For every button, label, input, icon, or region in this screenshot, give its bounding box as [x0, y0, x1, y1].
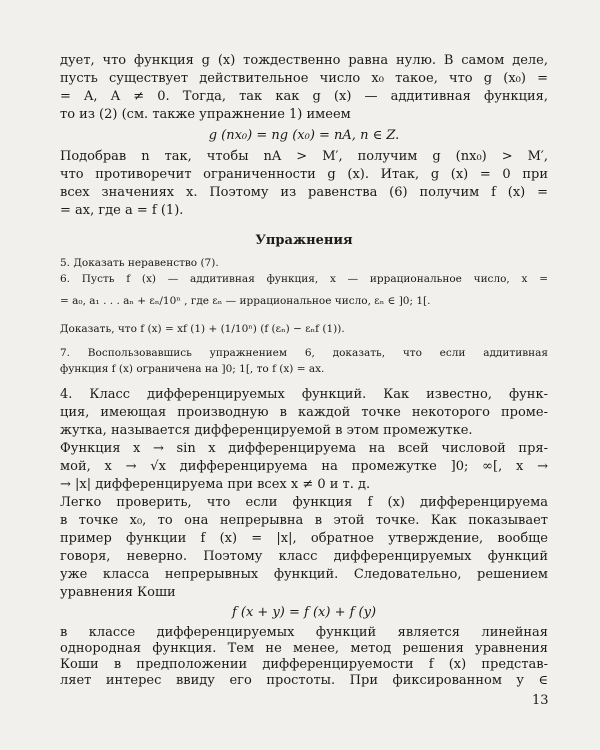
text-line: → |x| дифференцируема при всех x ≠ 0 и т. д.	[60, 477, 371, 492]
text-line: однородная функция. Тем не менее, метод решения уравнения	[60, 641, 548, 656]
text-line: пусть существует действительное число x₀ такое, что g (x₀) =	[60, 71, 548, 86]
text-line: Коши в предположении дифференцируемости f (x) представ-	[60, 657, 548, 672]
exercise-line: 7. Воспользовавшись упражнением 6, доказать, что если аддитивная	[60, 347, 548, 359]
text-line: дует, что функция g (x) тождественно равна нулю. В самом деле,	[60, 53, 548, 68]
equation-1: g (nx₀) = ng (x₀) = nA, n ∈ Z.	[208, 128, 400, 143]
text-line: уравнения Коши	[60, 585, 176, 600]
text-line: говоря, неверно. Поэтому класс дифференцируемых функций	[60, 549, 548, 564]
text-line: = ax, где a = f (1).	[60, 203, 184, 218]
exercise-line: 5. Доказать неравенство (7).	[60, 257, 219, 269]
exercise-line: 6. Пусть f (x) — аддитивная функция, x — иррациональное число, x =	[60, 273, 548, 285]
text-line: ляет интерес ввиду его простоты. При фиксированном y ∈	[60, 673, 548, 688]
exercise-line: Доказать, что f (x) = xf (1) + (1/10ⁿ) (f (εₙ) − εₙf (1)).	[60, 323, 345, 335]
text-line: уже класса непрерывных функций. Следовательно, решением	[60, 567, 548, 582]
text-line: пример функции f (x) = |x|, обратное утверждение, вообще	[60, 531, 548, 546]
text-line: Подобрав n так, чтобы nA > M′, получим g (nx₀) > M′,	[60, 149, 548, 164]
exercises-heading: Упражнения	[255, 233, 353, 248]
text-line: ция, имеющая производную в каждой точке некоторого проме-	[60, 405, 548, 420]
exercise-line: = a₀, a₁ . . . aₙ + εₙ/10ⁿ , где εₙ — иррациональное число, εₙ ∈ ]0; 1[.	[60, 295, 431, 307]
text-line: жутка, называется дифференцируемой в этом промежутке.	[60, 423, 473, 438]
equation-cauchy: f (x + y) = f (x) + f (y)	[231, 605, 377, 620]
text-line: всех значениях x. Поэтому из равенства (6) получим f (x) =	[60, 185, 548, 200]
text-line: Легко проверить, что если функция f (x) дифференцируема	[60, 495, 548, 510]
text-line: что противоречит ограниченности g (x). Итак, g (x) = 0 при	[60, 167, 548, 182]
page-number: 13	[532, 693, 549, 708]
text-line: то из (2) (см. также упражнение 1) имеем	[60, 107, 351, 122]
text-line: Функция x → sin x дифференцируема на всей числовой пря-	[60, 441, 548, 456]
text-line: = A, A ≠ 0. Тогда, так как g (x) — аддитивная функция,	[60, 89, 548, 104]
section-4-title-line: 4. Класс дифференцируемых функций. Как известно, функ-	[60, 387, 548, 402]
text-line: в классе дифференцируемых функций является линейная	[60, 625, 548, 640]
text-line: мой, x → √x дифференцируема на промежутке ]0; ∞[, x →	[60, 459, 548, 474]
exercise-line: функция f (x) ограничена на ]0; 1[, то f (x) = ax.	[60, 363, 325, 375]
text-line: в точке x₀, то она непрерывна в этой точке. Как показывает	[60, 513, 548, 528]
